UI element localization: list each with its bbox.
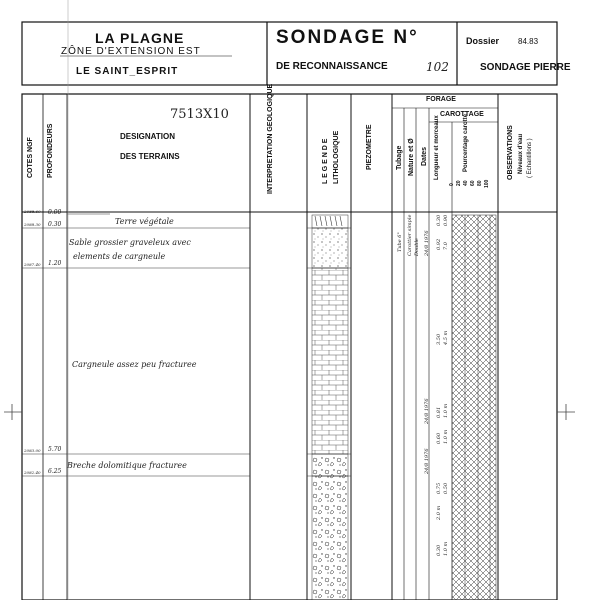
- column-nature: Nature et Ø: [408, 138, 415, 176]
- longueur-7: 0.81: [436, 406, 442, 418]
- site-name: LA PLAGNE: [95, 30, 185, 46]
- longueur-11: 0.75: [436, 482, 442, 494]
- column-pourcentage: Pourcentage carotté: [463, 113, 469, 172]
- column-tubage: Tubage: [396, 145, 403, 170]
- column-piezometre: PIEZOMETRE: [366, 124, 373, 170]
- longueur-10: 1.0 m: [443, 429, 449, 444]
- dossier-number: 84.83: [518, 37, 539, 46]
- core-recovery-bars: [452, 215, 496, 600]
- scale-40: 40: [463, 180, 469, 186]
- column-forage: FORAGE: [426, 96, 456, 103]
- cote-0: 2088.60: [24, 209, 41, 214]
- column-niveaux: Niveaux d'eau: [518, 133, 524, 174]
- cote-4: 2082.40: [24, 470, 41, 475]
- cote-1: 2088.30: [24, 222, 41, 227]
- sondage-number: 102: [426, 60, 449, 74]
- longueur-12: 0.50: [443, 482, 449, 494]
- depth-4: 6.25: [48, 468, 62, 475]
- tubage-note: Tube 6": [397, 232, 403, 252]
- column-longueur: Longueur et morceaux: [434, 115, 440, 180]
- date-2: 24/8 1976: [424, 398, 430, 424]
- longueur-14: 0.30: [436, 544, 442, 556]
- column-cotes: COTES NGF: [27, 137, 34, 178]
- longueur-6: 4.5 m: [443, 330, 449, 345]
- lithology-column: [312, 215, 348, 600]
- layer-boundaries: [22, 214, 351, 476]
- date-3: 24/8 1976: [424, 448, 430, 474]
- site-location: LE SAINT_ESPRIT: [76, 66, 179, 77]
- scale-60: 60: [470, 180, 476, 186]
- dossier-label: Dossier: [466, 36, 500, 46]
- depth-1: 0.30: [48, 221, 62, 228]
- document-subtitle: DE RECONNAISSANCE: [276, 61, 388, 72]
- designation-4: Breche dolomitique fracturee: [67, 461, 187, 470]
- site-zone: ZÔNE D'EXTENSION EST: [61, 46, 201, 57]
- column-carottage: CAROTTAGE: [440, 111, 484, 118]
- date-1: 24/8 1976: [424, 230, 430, 256]
- longueur-8: 1.0 m: [443, 403, 449, 418]
- sondage-type: SONDAGE PIERRE: [480, 62, 571, 73]
- longueur-9: 0.60: [436, 432, 442, 444]
- column-designation-2: DES TERRAINS: [120, 152, 180, 161]
- column-dates: Dates: [421, 146, 428, 166]
- document-title: SONDAGE N°: [276, 27, 419, 48]
- longueur-1: 0.30: [436, 214, 442, 226]
- cote-2: 2087.40: [24, 262, 41, 267]
- longueur-15: 1.0 m: [443, 541, 449, 556]
- longueur-13: 2.0 m: [436, 505, 442, 520]
- longueur-4: 7.0: [443, 242, 449, 250]
- scale-100: 100: [484, 179, 490, 188]
- column-legende: L E G E N D E: [322, 138, 329, 184]
- cote-3: 2083.00: [24, 448, 41, 453]
- designation-3: Cargneule assez peu fracturee: [72, 360, 197, 369]
- column-observations: OBSERVATIONS: [507, 125, 514, 180]
- longueur-2: 0.90: [443, 214, 449, 226]
- scale-80: 80: [477, 180, 483, 186]
- column-designation: DESIGNATION: [120, 132, 175, 141]
- column-interpretation: INTERPRETATION GEOLOGIQUE: [267, 83, 274, 194]
- column-profondeurs: PROFONDEURS: [47, 123, 54, 178]
- nature-note: Carottier simple: [407, 214, 413, 256]
- depth-0: 0.00: [48, 209, 62, 216]
- longueur-3: 0.92: [436, 238, 442, 250]
- designation-2a: Sable grossier graveleux avec: [69, 238, 191, 247]
- scale-20: 20: [456, 180, 462, 186]
- column-echantillons: ( Echantillons ): [527, 138, 533, 178]
- map-reference: 7513X10: [170, 107, 229, 122]
- depth-2: 1.20: [48, 260, 62, 267]
- longueur-5: 3.50: [436, 333, 442, 345]
- column-lithologique: LITHOLOGIQUE: [333, 130, 340, 184]
- depth-3: 5.70: [48, 446, 62, 453]
- scale-0: 0: [449, 183, 455, 186]
- designation-2b: elements de cargneule: [73, 252, 166, 261]
- header-box: [22, 22, 557, 85]
- designation-1: Terre végétale: [115, 217, 174, 226]
- nature-note-2: Double: [414, 238, 420, 256]
